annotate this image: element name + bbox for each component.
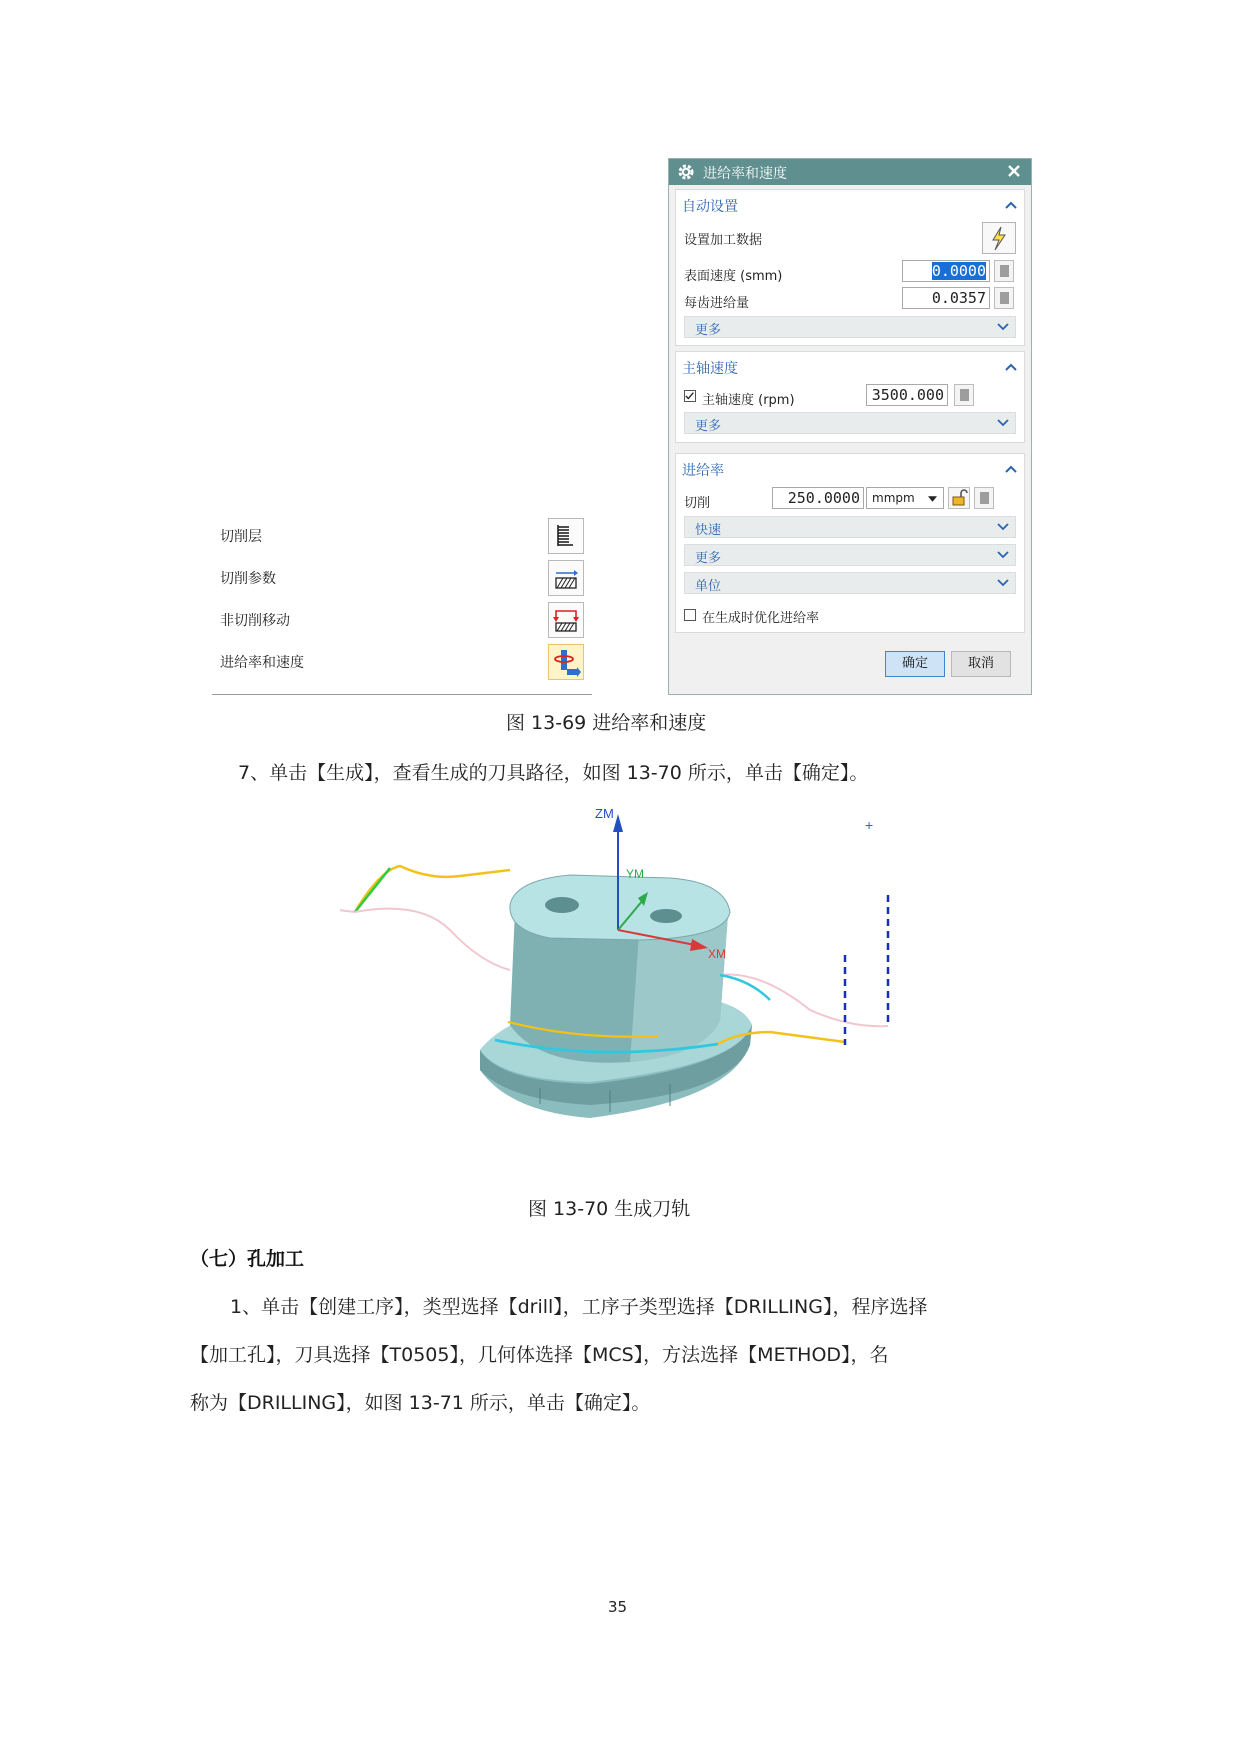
set-machining-data-label: 设置加工数据 [684,233,763,248]
set-machining-data-button[interactable] [982,222,1016,254]
feed-more-expander[interactable] [684,544,1016,566]
figure-13-70-caption: 图 13-70 生成刀轨 [528,1198,691,1220]
rapid-expander[interactable] [684,516,1016,538]
unlock-icon [949,488,969,508]
feed-per-tooth-label: 每齿进给量 [684,296,750,311]
spindle-speed-field[interactable] [866,384,948,406]
op-label: 进给率和速度 [220,655,304,671]
dropdown-arrow-icon [928,496,937,502]
op-label: 非切削移动 [220,613,290,629]
cut-levels-icon[interactable] [548,518,584,554]
ok-button[interactable]: 确定 [885,651,945,677]
cancel-button[interactable]: 取消 [951,651,1011,677]
units-expander[interactable] [684,572,1016,594]
cut-feed-label: 切削 [684,496,711,511]
dialog-title: 进给率和速度 [703,166,787,182]
optimize-feed-checkbox[interactable] [684,609,696,621]
paragraph-line-1: 1、单击【创建工序】，类型选择【drill】，工序子类型选择【DRILLING】，程序选择 [230,1296,928,1318]
spindle-speed-label: 主轴速度 (rpm) [702,393,795,408]
feeds-speeds-icon[interactable] [548,644,584,680]
ym-label: YM [626,867,644,881]
xm-label: XM [708,947,726,961]
tool-path-yellow-top [355,866,510,912]
units-label: 单位 [695,579,722,594]
optimize-feed-label: 在生成时优化进给率 [702,611,820,626]
spindle-speed-checkbox[interactable] [684,390,696,402]
gear-icon [677,163,695,181]
op-row-cut-levels[interactable] [212,516,592,556]
feed-unit-select[interactable] [866,487,944,509]
step-7-text: 7、单击【生成】，查看生成的刀具路径，如图 13-70 所示，单击【确定】。 [238,762,869,784]
lightning-icon [983,223,1015,253]
zm-arrow-icon [613,814,623,832]
op-row-non-cutting-moves[interactable] [212,600,592,640]
non-cutting-moves-icon[interactable] [548,602,584,638]
tool-path-cyan-right [720,975,770,1000]
feed-param-lock[interactable] [974,487,994,509]
more-label: 更多 [695,323,722,338]
group-feed-rates [675,453,1025,633]
chevron-down-icon [997,523,1009,531]
rapid-label: 快速 [695,523,722,538]
surface-speed-value: 0.0000 [931,262,986,280]
close-icon[interactable] [1003,160,1025,182]
spindle-more-expander[interactable] [684,412,1016,434]
collapse-caret-icon[interactable] [1004,362,1018,372]
feed-unit-value: mmpm [872,491,915,505]
origin-cross-icon: + [865,817,874,833]
figure-13-69-caption: 图 13-69 进给率和速度 [506,712,707,734]
tool-path-figure [340,800,920,1130]
section-heading: （七）孔加工 [190,1248,305,1270]
auto-more-expander[interactable] [684,316,1016,338]
feed-lock-button[interactable] [948,487,970,509]
dialog-title-bar [669,159,1031,185]
group-auto-settings [675,189,1025,346]
paragraph-line-3: 称为【DRILLING】，如图 13-71 所示，单击【确定】。 [190,1392,651,1414]
op-label: 切削层 [220,529,262,545]
tool-path-green [355,868,390,912]
op-row-feeds-speeds[interactable] [212,642,592,682]
spindle-speed-lock[interactable] [954,384,974,406]
group-header-auto[interactable]: 自动设置 [682,199,738,215]
chevron-down-icon [997,419,1009,427]
feed-per-tooth-field[interactable] [902,287,990,309]
more-label: 更多 [695,551,722,566]
chevron-down-icon [997,323,1009,331]
op-row-cutting-parameters[interactable] [212,558,592,598]
group-header-spindle[interactable]: 主轴速度 [682,361,738,377]
spindle-speed-value: 3500.000 [871,386,944,404]
op-label: 切削参数 [220,571,276,587]
surface-speed-lock[interactable] [994,260,1014,282]
feed-per-tooth-lock[interactable] [994,287,1014,309]
feeds-speeds-dialog [668,158,1032,695]
paragraph-line-2: 【加工孔】，刀具选择【T0505】，几何体选择【MCS】，方法选择【METHOD】，名 [190,1344,889,1366]
page-number: 35 [608,1598,628,1616]
surface-speed-label: 表面速度 (smm) [684,269,783,284]
chevron-down-icon [997,551,1009,559]
group-header-feed[interactable]: 进给率 [682,463,724,479]
operation-parameter-list [212,516,592,695]
more-label: 更多 [695,419,722,434]
zm-label: ZM [595,806,614,821]
cut-feed-field[interactable] [772,487,864,509]
collapse-caret-icon[interactable] [1004,464,1018,474]
cut-feed-value: 250.0000 [787,489,860,507]
collapse-caret-icon[interactable] [1004,200,1018,210]
tool-path-pink-left [340,910,355,912]
chevron-down-icon [997,579,1009,587]
surface-speed-field[interactable] [902,260,990,282]
cutting-parameters-icon[interactable] [548,560,584,596]
feed-per-tooth-value: 0.0357 [931,289,986,307]
tool-path-pink-lower [355,909,510,970]
group-spindle-speed [675,351,1025,443]
part-boss [510,875,730,1063]
checkmark-icon [685,391,695,401]
